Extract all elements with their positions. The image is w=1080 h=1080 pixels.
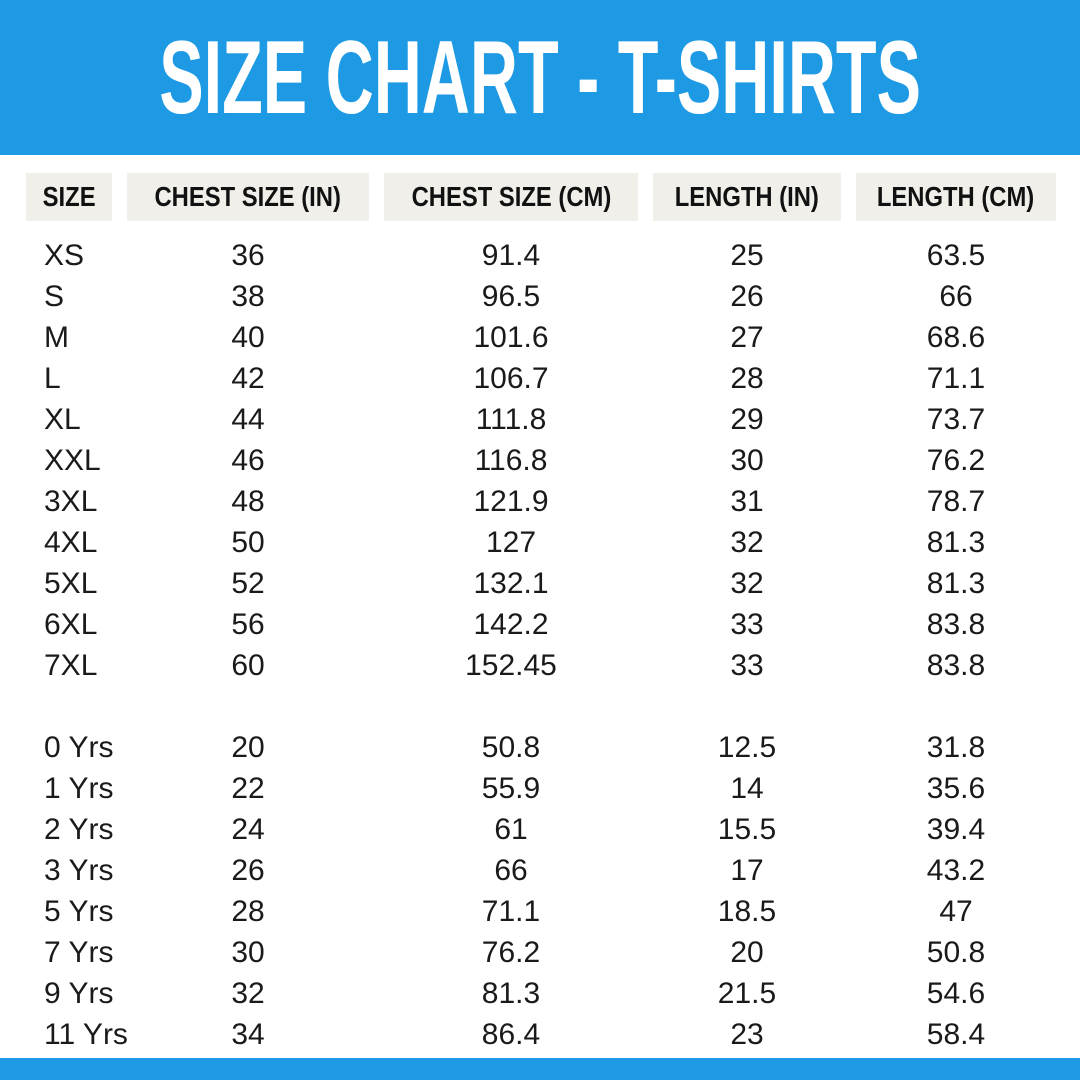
size-label-cell: 5XL (44, 567, 98, 600)
value-cell: 152.45 (465, 649, 557, 682)
column-header-2 (384, 173, 638, 221)
value-cell: 47 (939, 895, 973, 928)
value-cell: 36 (231, 239, 265, 272)
table-row (0, 768, 1080, 809)
table-row (0, 809, 1080, 850)
section-gap (0, 686, 1080, 727)
value-cell: 32 (231, 977, 265, 1010)
value-cell: 20 (231, 731, 265, 764)
size-label-cell: XL (44, 403, 81, 436)
value-cell: 29 (730, 403, 764, 436)
column-header-3 (653, 173, 841, 221)
value-cell: 68.6 (926, 321, 986, 354)
value-cell: 76.2 (926, 444, 986, 477)
value-cell: 28 (231, 895, 265, 928)
value-cell: 23 (730, 1018, 764, 1051)
value-cell: 86.4 (481, 1018, 541, 1051)
value-cell: 26 (730, 280, 764, 313)
title-banner (0, 0, 1080, 155)
table-header-row (0, 155, 1080, 221)
value-cell: 28 (730, 362, 764, 395)
value-cell: 56 (231, 608, 265, 641)
value-cell: 83.8 (926, 649, 986, 682)
size-label-cell: 3 Yrs (44, 854, 114, 887)
value-cell: 42 (231, 362, 265, 395)
size-label-cell: XXL (44, 444, 101, 477)
value-cell: 48 (231, 485, 265, 518)
value-cell: 26 (231, 854, 265, 887)
table-row (0, 317, 1080, 358)
size-label-cell: 3XL (44, 485, 98, 518)
value-cell: 18.5 (717, 895, 777, 928)
value-cell: 27 (730, 321, 764, 354)
table-row (0, 727, 1080, 768)
size-label-cell: M (44, 321, 69, 354)
value-cell: 106.7 (473, 362, 549, 395)
value-cell: 83.8 (926, 608, 986, 641)
value-cell: 14 (730, 772, 764, 805)
table-row (0, 522, 1080, 563)
value-cell: 50.8 (481, 731, 541, 764)
size-label-cell: 2 Yrs (44, 813, 114, 846)
value-cell: 73.7 (926, 403, 986, 436)
value-cell: 63.5 (926, 239, 986, 272)
size-label-cell: 1 Yrs (44, 772, 114, 805)
value-cell: 22 (231, 772, 265, 805)
value-cell: 39.4 (926, 813, 986, 846)
value-cell: 17 (730, 854, 764, 887)
value-cell: 116.8 (474, 444, 548, 477)
size-label-cell: 7 Yrs (44, 936, 114, 969)
value-cell: 78.7 (926, 485, 986, 518)
column-header-label: SIZE (42, 181, 96, 212)
value-cell: 91.4 (481, 239, 541, 272)
size-label-cell: S (44, 280, 65, 313)
size-label-cell: 6XL (44, 608, 98, 641)
value-cell: 127 (485, 526, 537, 559)
value-cell: 33 (730, 608, 764, 641)
value-cell: 31 (730, 485, 764, 518)
value-cell: 34 (231, 1018, 265, 1051)
value-cell: 71.1 (481, 895, 541, 928)
column-header-4 (856, 173, 1056, 221)
value-cell: 30 (231, 936, 265, 969)
page-title: SIZE CHART - T-SHIRTS (159, 19, 921, 136)
value-cell: 121.9 (473, 485, 549, 518)
value-cell: 142.2 (473, 608, 549, 641)
value-cell: 55.9 (481, 772, 541, 805)
value-cell: 40 (231, 321, 265, 354)
size-label-cell: 4XL (44, 526, 98, 559)
value-cell: 58.4 (926, 1018, 986, 1051)
table-row (0, 645, 1080, 686)
table-row (0, 358, 1080, 399)
value-cell: 43.2 (926, 854, 986, 887)
table-row (0, 604, 1080, 645)
value-cell: 12.5 (717, 731, 777, 764)
table-row (0, 481, 1080, 522)
column-header-label: CHEST SIZE (IN) (154, 181, 342, 212)
table-row (0, 891, 1080, 932)
table-row (0, 399, 1080, 440)
value-cell: 24 (231, 813, 265, 846)
value-cell: 54.6 (926, 977, 986, 1010)
value-cell: 66 (939, 280, 973, 313)
value-cell: 61 (494, 813, 528, 846)
value-cell: 15.5 (717, 813, 777, 846)
size-label-cell: 5 Yrs (44, 895, 114, 928)
size-label-cell: 7XL (44, 649, 98, 682)
value-cell: 52 (231, 567, 265, 600)
value-cell: 76.2 (481, 936, 541, 969)
value-cell: 71.1 (926, 362, 986, 395)
table-body (0, 221, 1080, 1055)
column-header-0 (26, 173, 112, 221)
value-cell: 32 (730, 567, 764, 600)
size-chart-table (0, 155, 1080, 1055)
value-cell: 44 (231, 403, 265, 436)
size-label-cell: 9 Yrs (44, 977, 114, 1010)
column-header-label: LENGTH (IN) (674, 181, 820, 212)
table-row (0, 563, 1080, 604)
value-cell: 32 (730, 526, 764, 559)
size-label-cell: 0 Yrs (44, 731, 114, 764)
table-row (0, 276, 1080, 317)
size-label-cell: 11 Yrs (44, 1018, 128, 1051)
size-label-cell: L (44, 362, 61, 395)
value-cell: 96.5 (481, 280, 541, 313)
footer-bar (0, 1058, 1080, 1080)
value-cell: 50.8 (926, 936, 986, 969)
value-cell: 50 (231, 526, 265, 559)
value-cell: 21.5 (717, 977, 777, 1010)
value-cell: 111.8 (475, 403, 547, 436)
column-header-label: LENGTH (CM) (877, 181, 1035, 212)
column-header-1 (127, 173, 369, 221)
size-label-cell: XS (44, 239, 85, 272)
column-header-label: CHEST SIZE (CM) (411, 181, 611, 212)
value-cell: 30 (730, 444, 764, 477)
table-row (0, 235, 1080, 276)
table-row (0, 973, 1080, 1014)
table-row (0, 850, 1080, 891)
value-cell: 60 (231, 649, 265, 682)
value-cell: 20 (730, 936, 764, 969)
value-cell: 33 (730, 649, 764, 682)
value-cell: 81.3 (926, 526, 986, 559)
value-cell: 25 (730, 239, 764, 272)
table-row (0, 1014, 1080, 1055)
value-cell: 81.3 (481, 977, 541, 1010)
value-cell: 31.8 (926, 731, 986, 764)
value-cell: 101.6 (473, 321, 549, 354)
value-cell: 35.6 (926, 772, 986, 805)
value-cell: 46 (231, 444, 265, 477)
value-cell: 132.1 (473, 567, 549, 600)
value-cell: 38 (231, 280, 265, 313)
table-row (0, 440, 1080, 481)
value-cell: 81.3 (926, 567, 986, 600)
table-row (0, 932, 1080, 973)
value-cell: 66 (494, 854, 528, 887)
